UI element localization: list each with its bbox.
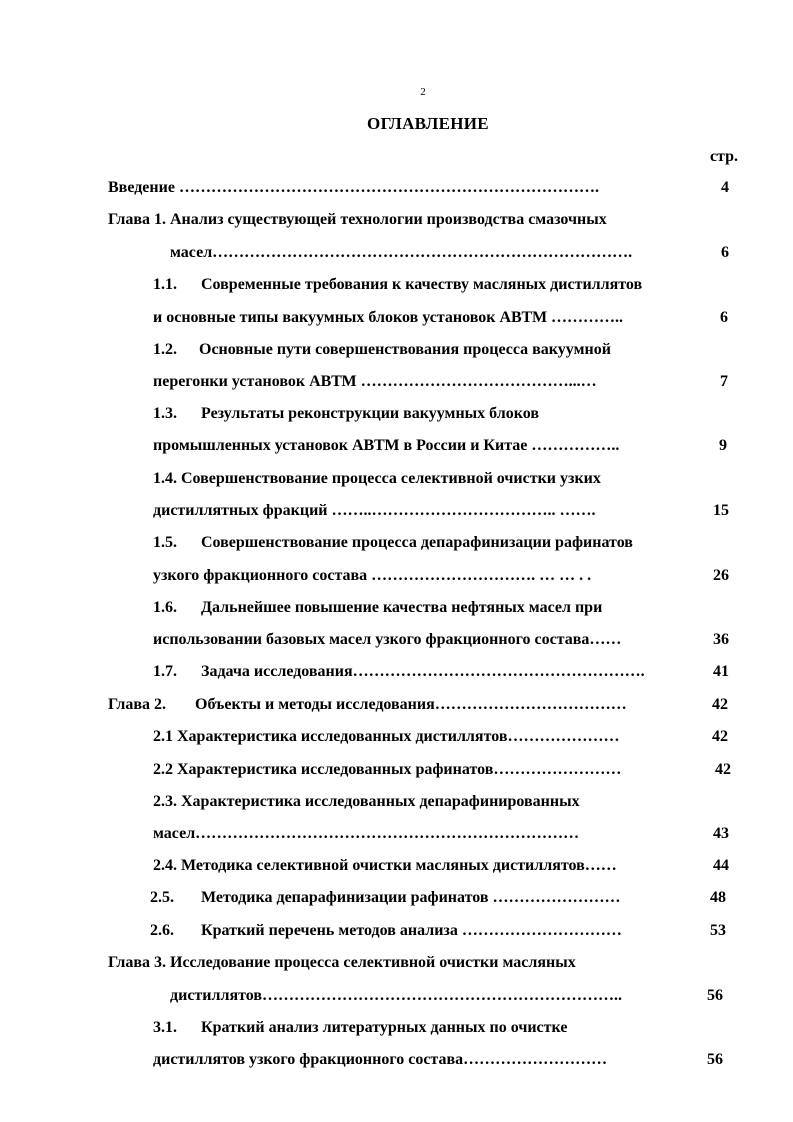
page-title: ОГЛАВЛЕНИЕ — [367, 114, 489, 133]
toc-entry-page: 4 — [721, 179, 729, 196]
toc-entry-page: 56 — [707, 987, 723, 1004]
toc-entry-text: дистиллятных фракций ……..…………………………….. ……. — [153, 502, 596, 519]
toc-entry-page: 41 — [713, 663, 729, 680]
toc-entry-text: использовании базовых масел узкого фракционного состава…… — [153, 631, 622, 648]
toc-entry-text: Дальнейшее повышение качества нефтяных масел при — [201, 599, 603, 616]
toc-entry-page: 44 — [713, 857, 729, 874]
toc-entry-text: Краткий перечень методов анализа ………………………… — [201, 922, 622, 939]
toc-entry-text: 2.3. Характеристика исследованных депарафинированных — [153, 793, 580, 810]
toc-entry-number: 1.6. — [153, 599, 177, 616]
toc-entry-text: дистиллятов узкого фракционного состава……………………… — [153, 1051, 608, 1068]
toc-entry-number: 1.2. — [153, 341, 177, 358]
toc-entry-number: 1.5. — [153, 534, 177, 551]
page-number: 2 — [420, 86, 426, 98]
toc-entry-text: масел……………………………………………………………………. — [170, 244, 633, 261]
toc-entry-page: 15 — [713, 502, 729, 519]
toc-entry-text: 1.4. Совершенствование процесса селективной очистки узких — [153, 470, 601, 487]
toc-entry-number: 3.1. — [153, 1019, 177, 1036]
toc-entry-page: 53 — [710, 922, 726, 939]
toc-entry-page: 9 — [719, 437, 727, 454]
toc-entry-page: 7 — [720, 373, 728, 390]
toc-entry-number: 2.5. — [150, 889, 174, 906]
toc-entry-number: 1.7. — [153, 663, 177, 680]
toc-entry-page: 48 — [710, 889, 726, 906]
toc-entry-text: Современные требования к качеству масляных дистиллятов — [201, 276, 643, 293]
toc-entry-text: Методика депарафинизации рафинатов …………………… — [201, 889, 621, 906]
toc-entry-text: Краткий анализ литературных данных по очистке — [201, 1019, 568, 1036]
toc-entry-number: Глава 2. — [108, 696, 166, 713]
toc-entry-page: 6 — [720, 309, 728, 326]
toc-entry-text: Задача исследования………………………………………………. — [201, 663, 645, 680]
toc-entry-text: Результаты реконструкции вакуумных блоков — [201, 405, 539, 422]
page-column-label: стр. — [709, 148, 738, 165]
toc-entry-page: 6 — [721, 244, 729, 261]
toc-entry-text: 2.4. Методика селективной очистки масляных дистиллятов…… — [153, 857, 617, 874]
toc-entry-text: Объекты и методы исследования……………………………… — [195, 696, 627, 713]
toc-entry-text: Глава 1. Анализ существующей технологии производства смазочных — [108, 211, 607, 228]
toc-entry-page: 56 — [707, 1051, 723, 1068]
toc-entry-page: 26 — [713, 567, 729, 584]
toc-entry-text: узкого фракционного состава …………………………. … … . . — [153, 567, 592, 584]
toc-entry-page: 43 — [713, 825, 729, 842]
toc-entry-number: 2.6. — [150, 922, 174, 939]
toc-entry-text: промышленных установок АВТМ в России и Китае …………….. — [153, 437, 620, 454]
toc-entry-page: 36 — [713, 631, 729, 648]
toc-entry-text: 2.1 Характеристика исследованных дистиллятов………………… — [153, 728, 620, 745]
toc-entry-number: 1.1. — [153, 276, 177, 293]
toc-entry-page: 42 — [712, 696, 728, 713]
toc-entry-text: Введение ……………………………………………………………………. — [108, 179, 599, 196]
toc-entry-text: Основные пути совершенствования процесса вакуумной — [199, 341, 611, 358]
toc-entry-number: 1.3. — [153, 405, 177, 422]
toc-entry-text: дистиллятов………………………………………………………….. — [170, 987, 622, 1004]
toc-entry-text: Глава 3. Исследование процесса селективной очистки масляных — [108, 954, 576, 971]
toc-entry-page: 42 — [715, 761, 731, 778]
toc-entry-text: и основные типы вакуумных блоков установок АВТМ ………….. — [153, 309, 624, 326]
toc-entry-text: перегонки установок АВТМ …………………………………...… — [153, 373, 597, 390]
toc-entry-text: масел……………………………………………………………… — [153, 825, 580, 842]
toc-entry-text: Совершенствование процесса депарафинизации рафинатов — [201, 534, 633, 551]
toc-entry-page: 42 — [712, 728, 728, 745]
toc-entry-text: 2.2 Характеристика исследованных рафинатов…………………… — [153, 761, 622, 778]
